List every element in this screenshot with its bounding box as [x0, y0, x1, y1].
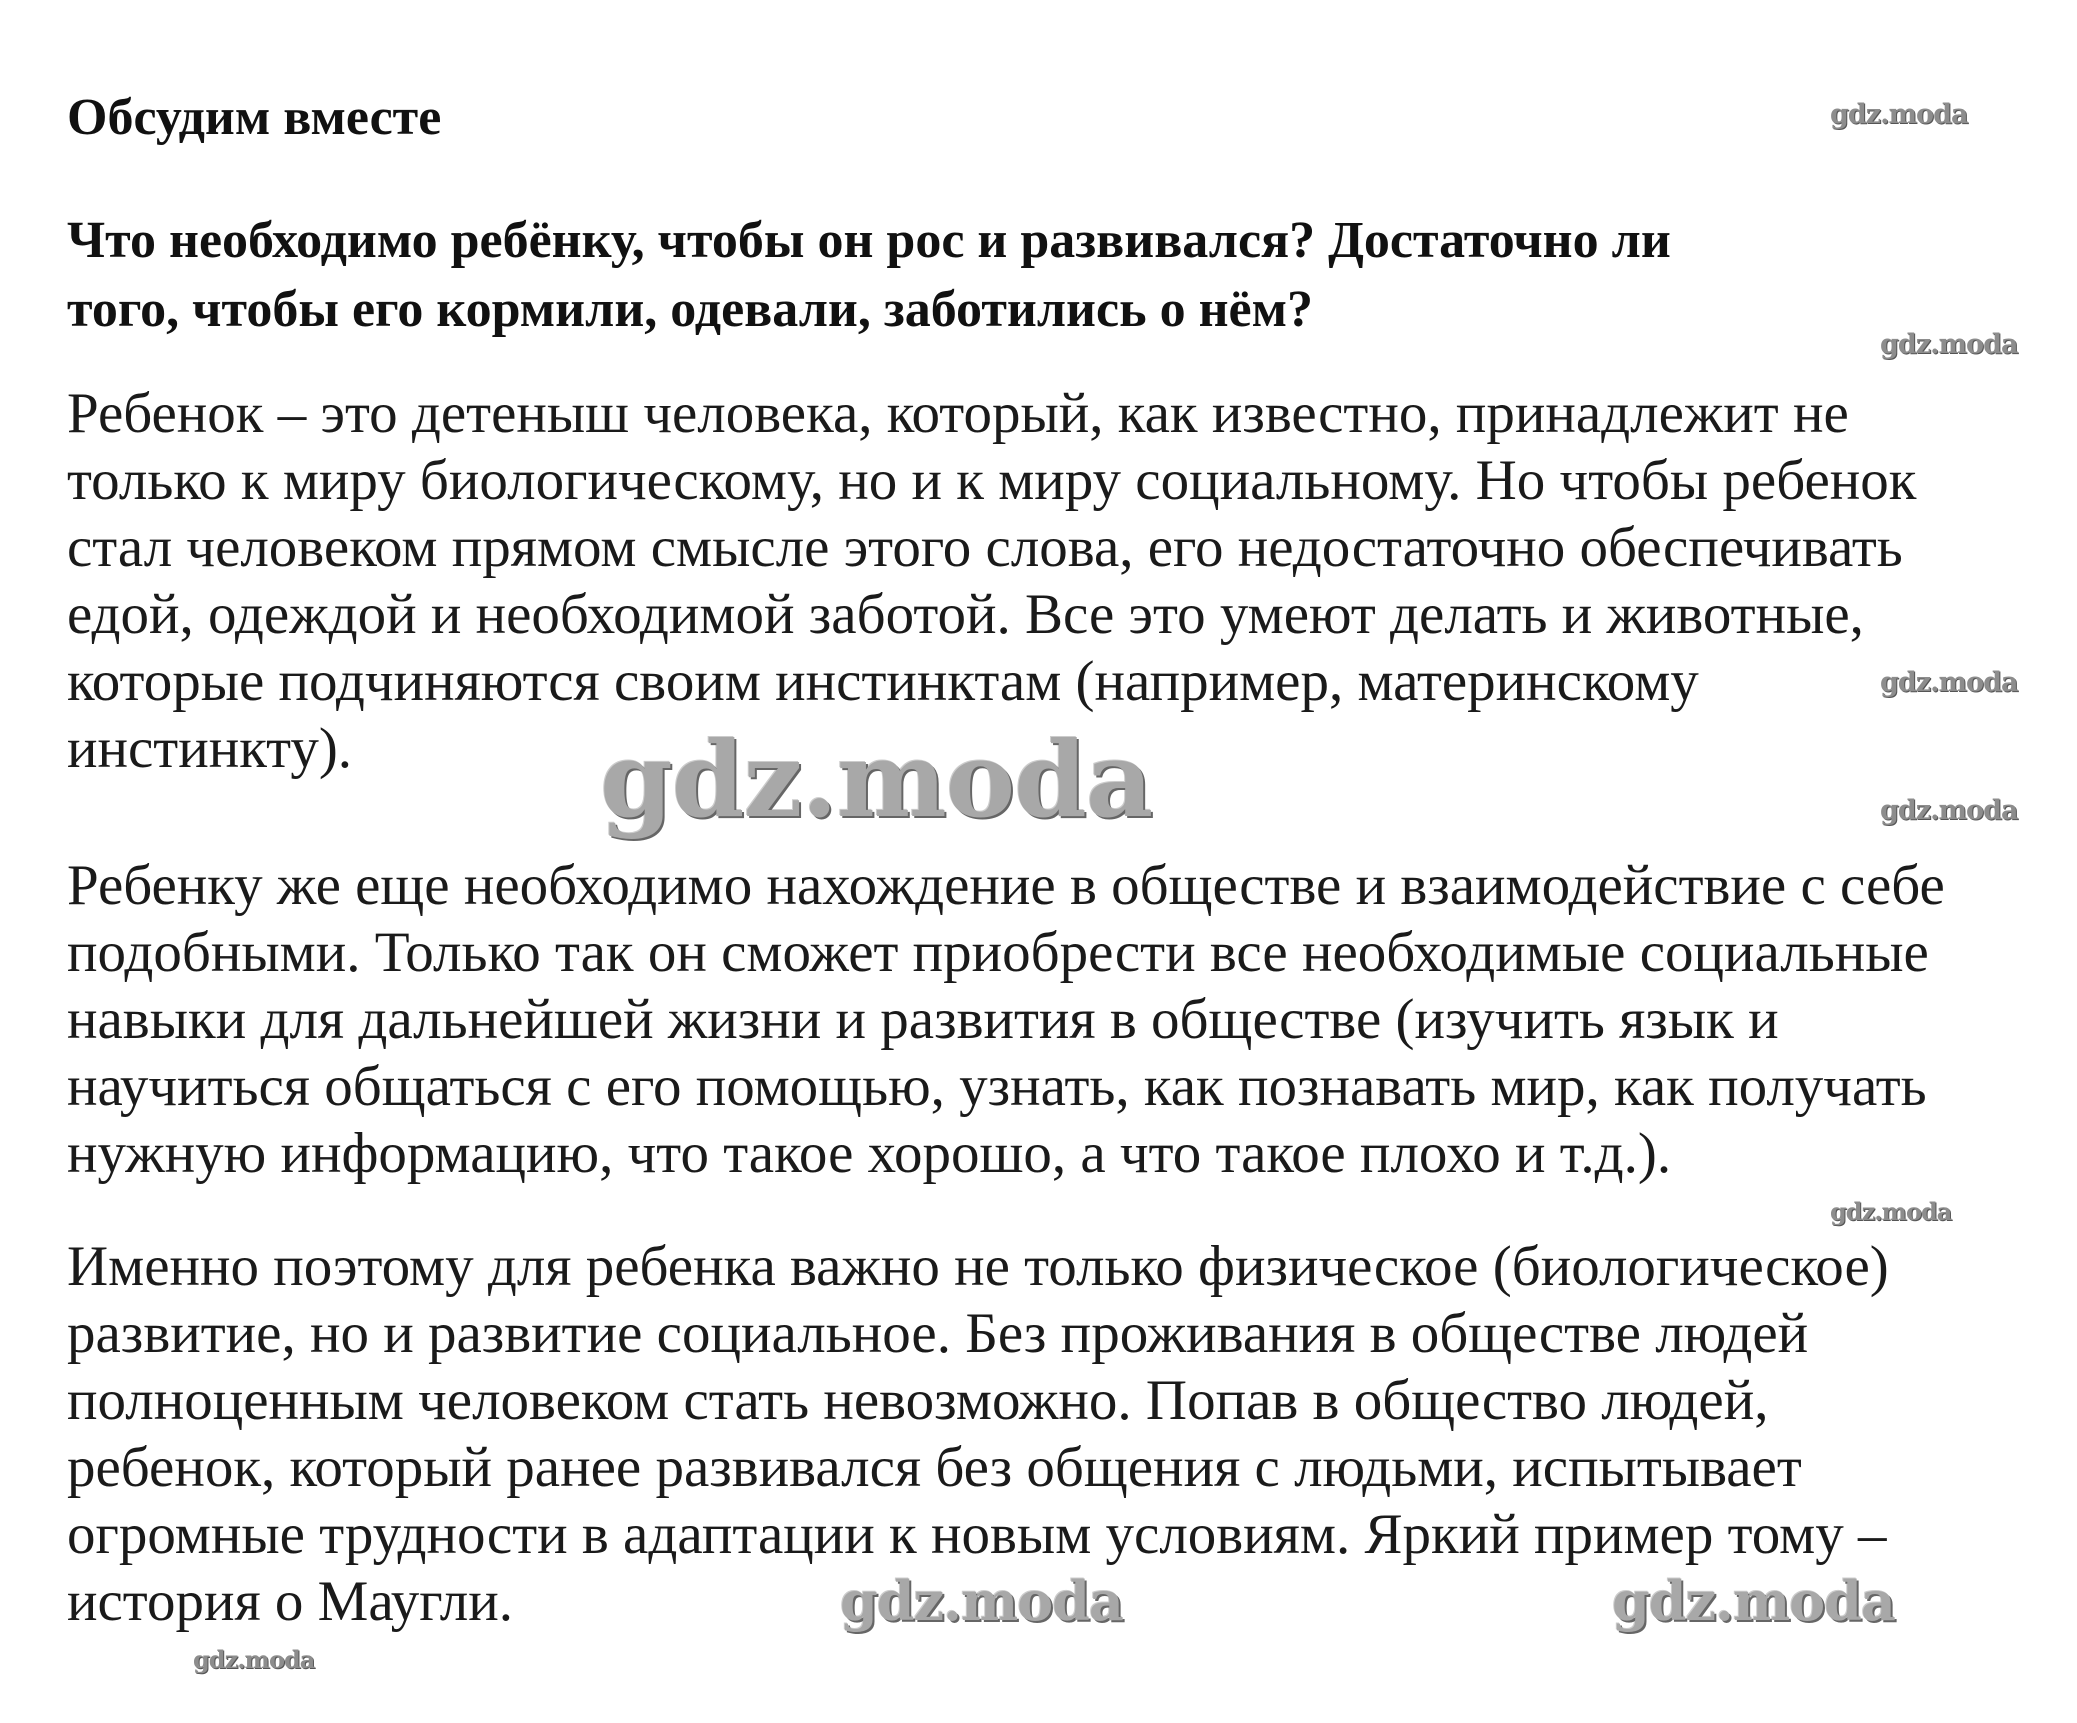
text-line: научиться общаться с его помощью, узнать, как познавать мир, как получать	[67, 1055, 1927, 1118]
text-line: нужную информацию, что такое хорошо, а что такое плохо и т.д.).	[67, 1122, 1672, 1185]
watermark: gdz.moda	[1830, 1197, 1952, 1226]
watermark: gdz.moda	[1830, 99, 1968, 130]
watermark: gdz.moda	[840, 1569, 1123, 1633]
watermark: gdz.moda	[1880, 795, 2018, 826]
text-line: Ребенку же еще необходимо нахождение в обществе и взаимодействие с себе	[67, 854, 1945, 917]
text-line: Ребенок – это детеныш человека, который, как известно, принадлежит не	[67, 382, 1849, 445]
watermark: gdz.moda	[1880, 667, 2018, 698]
text-line: едой, одеждой и необходимой заботой. Все это умеют делать и животные,	[67, 583, 1864, 646]
text-line: подобными. Только так он сможет приобрести все необходимые социальные	[67, 921, 1929, 984]
section-title: Обсудим вместе	[67, 89, 442, 146]
text-line: полноценным человеком стать невозможно. Попав в общество людей,	[67, 1369, 1769, 1432]
text-line: ребенок, который ранее развивался без общения с людьми, испытывает	[67, 1436, 1802, 1499]
watermark: gdz.moda	[1612, 1569, 1895, 1633]
question	[67, 206, 1671, 344]
question-line: того, чтобы его кормили, одевали, заботились о нём?	[67, 281, 1314, 338]
text-line: история о Маугли.	[67, 1570, 513, 1633]
answer-paragraph-2	[67, 852, 1945, 1187]
text-line: стал человеком прямом смысле этого слова, его недостаточно обеспечивать	[67, 516, 1903, 579]
text-line: огромные трудности в адаптации к новым условиям. Яркий пример тому –	[67, 1503, 1887, 1566]
watermark: gdz.moda	[193, 1645, 315, 1674]
text-line: развитие, но и развитие социальное. Без проживания в обществе людей	[67, 1302, 1809, 1365]
watermark: gdz.moda	[1880, 329, 2018, 360]
text-line: только к миру биологическому, но и к миру социальному. Но чтобы ребенок	[67, 449, 1917, 512]
text-line: которые подчиняются своим инстинктам (например, материнскому	[67, 650, 1699, 713]
text-line: навыки для дальнейшей жизни и развития в обществе (изучить язык и	[67, 988, 1779, 1051]
watermark: gdz.moda	[600, 718, 1153, 841]
text-line: инстинкту).	[67, 717, 353, 780]
text-line: Именно поэтому для ребенка важно не только физическое (биологическое)	[67, 1235, 1889, 1298]
question-line: Что необходимо ребёнку, чтобы он рос и развивался? Достаточно ли	[67, 212, 1671, 269]
